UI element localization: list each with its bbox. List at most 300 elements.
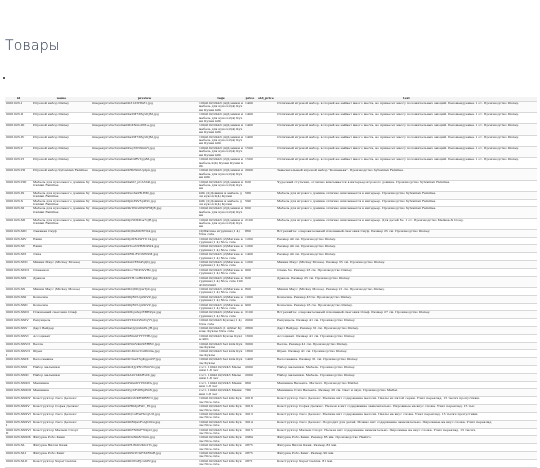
cell-preview: images/products/small2NmV4mSEHBC.jpg: [91, 342, 198, 350]
cell-preview: images/products/small2AUrbKbRvIK.jpg: [91, 373, 198, 381]
cell-tags: 1004102/2443 Set kits Куклы Nice cute: [198, 428, 244, 436]
table-row: [5, 245, 537, 253]
cell-tags: 1004102/2443 (2)Мягкие игрушки;(1 4) Nice cute 1004102/2443: [199, 276, 243, 287]
cell-preview: images/products/small2ahIf_pCA5t4t.jpg: [91, 180, 198, 191]
column-header-text: text: [276, 97, 537, 102]
cell-price: 3013: [244, 412, 256, 420]
cell-price: 1200: [244, 261, 256, 269]
cell-price: 2000: [244, 366, 256, 374]
table-row: [5, 229, 537, 237]
cell-preview: images/products/small2i31d5H6Z1.jpg: [91, 102, 198, 113]
cell-old-price: [256, 229, 276, 237]
cell-preview: images/products/small2PmYCGF3dRfuR.jpg: [91, 451, 198, 459]
cell-preview: images/products/small2hjBCUgzSiVZ.jpg: [91, 295, 198, 303]
cell-id: 0001023-XVI: [5, 253, 32, 261]
cell-tags: 1004102/2443 Куклы;(1 4) Nice cute: [198, 319, 244, 327]
cell-text: Отличный игровой набор, который не займет много места, но принесет массу положительных эмоций. Рекомендуемые 1 от. Производство Disney.: [276, 124, 537, 135]
cell-text: Размер 40 см. Производство Disney.: [276, 237, 537, 245]
cell-text: Белоснежка. Размер 31 см. Производство Disney.: [276, 358, 537, 366]
cell-preview: images/products/small2bGNKHDRB7d.jpg: [91, 397, 198, 405]
cell-text: Конструктор Лего Делюкс. Подходит для детей. Можно кит содержание замечательно. Пирожные на вкус сложа. Учил переклад.: [276, 420, 537, 428]
cell-id: 0001023-XIII: [5, 229, 32, 237]
column-header-preview: preview: [91, 97, 198, 102]
cell-text: Белла. Размер 41 см. Производство Disney.: [276, 342, 537, 350]
cell-old-price: [256, 311, 276, 319]
cell-old-price: [256, 350, 276, 358]
cell-old-price: [256, 180, 276, 191]
cell-name: Льняная Снуф: [32, 229, 91, 237]
cell-old-price: [256, 124, 276, 135]
column-header-tags: tags: [198, 97, 244, 102]
cell-tags: 1004102/2443 (2)Домики и мебель для кукол;2(4) Кухни: [199, 206, 243, 218]
cell-old-price: [256, 218, 276, 229]
column-header-name: name: [32, 97, 91, 102]
cell-price: 1200: [244, 245, 256, 253]
cell-preview: images/products/small2Oz6m8c5nm.jpg: [91, 436, 198, 444]
cell-tags: 1004102/2443 Set kits Куклы Nice cute: [198, 420, 244, 428]
table-row: [5, 334, 537, 342]
table-row: [5, 412, 537, 420]
column-header-price: price: [245, 97, 255, 100]
cell-old-price: [256, 428, 276, 436]
table-body: [5, 102, 537, 468]
cell-text: Набор малышки. Мебель. Производство Disney.: [276, 366, 537, 374]
cell-old-price: [256, 261, 276, 269]
cell-old-price: [256, 389, 276, 397]
cell-id: 0001023-XL: [5, 444, 32, 452]
cell-text: Встречайте: очаровательный плюшевый снеговик Олаф. Размер 27 см. Производство Disney.: [276, 311, 537, 319]
cell-tags: 1004102/2443 (2)Мягкие игрушки;(1 4) Nice cute: [199, 310, 243, 318]
table-row: [5, 169, 537, 180]
cell-price: 1200: [244, 237, 256, 245]
cell-name: Дарт Вейдер: [32, 326, 91, 334]
table-row: [5, 381, 537, 389]
cell-price: 780: [244, 389, 256, 397]
cell-name: Лиза: [32, 253, 91, 261]
cell-preview: images/products/small2YH-vsHKKKXI.jpg: [91, 276, 198, 287]
table-row: [5, 276, 537, 287]
cell-preview: images/products/small2sbrE6nPqQQ.jpg: [91, 261, 198, 269]
cell-id: 0001023-XX: [5, 287, 32, 295]
cell-preview: images/products/small2LMcurCuffnDia.jpg: [91, 350, 198, 358]
cell-old-price: [256, 326, 276, 334]
cell-preview: images/products/small2pNIMPoa7vjR.jpg: [91, 218, 198, 229]
cell-price: 1600: [244, 334, 256, 342]
cell-tags: 1004102/2443 (2)Мягкие игрушки;(1 4) Nice cute: [199, 252, 243, 260]
cell-preview: images/products/small2H-8bKUKb2Tv.jpg: [91, 444, 198, 452]
cell-old-price: [256, 237, 276, 245]
cell-price: 2871: [244, 459, 256, 467]
cell-old-price: [256, 245, 276, 253]
cell-name: Мебель для кукольного домика Sylvanian Families: [32, 180, 91, 191]
cell-preview: images/products/small2bXNmoPPLe.jpg: [91, 124, 198, 135]
table-row: [5, 366, 537, 374]
cell-id: 0001023-XXXVI: [5, 412, 32, 420]
cell-text: Кошечка. Размер 47см. Производство Disney.: [276, 295, 537, 303]
cell-old-price: [256, 459, 276, 467]
cell-price: 1400: [244, 113, 256, 124]
cell-id: 0001023-XI: [5, 207, 32, 218]
cell-price: 1400: [244, 135, 256, 146]
table-row: [5, 420, 537, 428]
cell-preview: images/products/small2ToeNVRZb9W4.jpg: [91, 245, 198, 253]
cell-preview: images/products/small2Q6a6lUB7O4.jpg: [91, 229, 198, 237]
cell-old-price: [256, 146, 276, 157]
cell-preview: images/products/small2BmATYTYTBU.jpg: [91, 334, 198, 342]
cell-price: 1400: [244, 253, 256, 261]
table-row: [5, 113, 537, 124]
cell-old-price: [256, 412, 276, 420]
table-row: [5, 303, 537, 311]
cell-name: Ёжик: [32, 245, 91, 253]
products-table-wrap: [5, 97, 537, 468]
cell-preview: images/products/small2bQ6IQpwTpb.jpg: [91, 287, 198, 295]
column-header-id: id: [5, 97, 32, 102]
cell-tags: гост. 1004102/2243 Малышки 1-8 лет: [198, 373, 244, 381]
cell-name: Белла: [32, 342, 91, 350]
cell-preview: images/products/small2hFN6kF7IkpO.jpg: [91, 428, 198, 436]
table-row: [5, 146, 537, 157]
cell-text: Отличный игровой набор, который не займет много места, но принесет массу положительных эмоций. Рекомендуемые 1 от. Производство Disney.: [276, 146, 537, 157]
cell-text: Конструктор Софья Делюкс. Нельзя в кит содержание замечательно. Пирожные на вкус сложа. Учил переклад. 15 тыс.: [276, 405, 537, 413]
cell-tags: 1004102/2443 Set kids Куклы Куклы: [199, 349, 243, 357]
cell-tags: 1004102/2443 Set kits Куклы Nice cute: [198, 451, 244, 459]
cell-text: Встречайте: очаровательный плюшевый снеговик Снуф. Размер 25 см. Производство Disney.: [276, 229, 537, 237]
cell-text: Микки Маус (Mickey Mouse). Размер 21 см. Производство Disney.: [276, 287, 537, 295]
cell-old-price: [256, 199, 276, 207]
cell-text: Минни Маус (Mickey Mouse). Размер 35 см. Производство Disney.: [276, 261, 537, 269]
cell-tags: 1004102/2443 Set kits Куклы Nice cute: [198, 412, 244, 420]
cell-id: 0001023-IX: [5, 191, 32, 199]
cell-name: Машинка: [32, 389, 91, 397]
cell-text: Фигурка Робо Кинг. Размер 90 мм.: [276, 451, 537, 459]
cell-id: 0001023-V: [5, 146, 32, 157]
cell-preview: images/products/small2bXJyPNUWmYG.jpg: [91, 366, 198, 374]
cell-name: Игровой набор Disney: [32, 158, 91, 169]
table-row: [5, 358, 537, 366]
table-row: [5, 124, 537, 135]
cell-text: Конструктор Лего Делюкс. Мелкие кит содержание мелочи. Пазлы на вкус сложа. Учил переклад. 15 тысяч пропустивш.: [276, 412, 537, 420]
cell-preview: images/products/small2yybFdlWpEnB.jpg: [91, 389, 198, 397]
cell-text: Отличный игровой набор, который не займет много места, но принесет массу положительных эмоций. Рекомендуемые 1 от. Производство Disney.: [276, 102, 537, 113]
cell-preview: images/products/small2a2M7Z6gvKJM.jpg: [91, 113, 198, 124]
cell-name: Рапунцель: [32, 319, 91, 327]
cell-id: 0001023-XXV: [5, 326, 32, 334]
table-row: [5, 397, 537, 405]
cell-price: 1500: [244, 146, 256, 157]
bullet-list: [5, 74, 13, 80]
cell-tags: гост. 1004102/2243 Малышки 1-8 лет: [198, 366, 244, 374]
cell-preview: images/products/small2Q1uHwHzcgUlt.jpg: [91, 412, 198, 420]
cell-old-price: [256, 436, 276, 444]
cell-price: 620: [244, 180, 256, 191]
cell-price: 620: [244, 276, 256, 287]
cell-text: Машинка Стил Валенте. Размер 26 см. Свет и звук. Производство Mattel.: [276, 389, 537, 397]
cell-name: Игровой набор Disney: [32, 124, 91, 135]
cell-text: Олень бэ. Размер 23 см. Производство Disney.: [276, 268, 537, 276]
cell-preview: images/products/small2oo7XtPdvVHz.jpg: [91, 268, 198, 276]
cell-text: Замечательный игровой набор "Кошанька". Производство Sylvanian Families.: [276, 169, 537, 180]
cell-text: Мебель для игрового домика отлично вписывается в интерьер. Производство Sylvanian Families.: [276, 191, 537, 199]
cell-price: 900: [244, 303, 256, 311]
cell-id: 0001023-IV: [5, 135, 32, 146]
cell-name: Конструктор Super Genius: [32, 459, 91, 467]
cell-name: Машинка: [32, 381, 91, 389]
cell-text: Дарт Вейдер. Размер 31 см. Производство Disney.: [276, 326, 537, 334]
cell-preview: images/products/small2CmeT3gKgpuCF.jpg: [91, 358, 198, 366]
cell-preview: images/products/small2wyVtNXmnY.jpg: [91, 146, 198, 157]
cell-name: Фигурка Робо Кинг: [32, 451, 91, 459]
cell-id: 0001023-XXXII: [5, 381, 32, 389]
cell-text: Размер 40 см. Производство Disney.: [276, 245, 537, 253]
cell-tags: 1004102/2443 Set kits Куклы Nice cute: [198, 397, 244, 405]
page-title: Товары: [5, 38, 60, 54]
cell-old-price: [256, 420, 276, 428]
table-row: [5, 180, 537, 191]
table-row: [5, 436, 537, 444]
table-row: [5, 389, 537, 397]
table-row: [5, 295, 537, 303]
table-row: [5, 237, 537, 245]
cell-text: Фигурка Робо Кинк. Размер 85 мм. Производство Hasbro.: [276, 436, 537, 444]
cell-name: Минни Маус (Mickey Mouse): [32, 261, 91, 269]
cell-id: 0001023-XLI: [5, 451, 32, 459]
cell-old-price: [256, 287, 276, 295]
cell-text: Машинка Валенте. Металл. Производство Mattel.: [276, 381, 537, 389]
table-row: [5, 444, 537, 452]
cell-preview: images/products/small2MguSqcEBHZpx.jpg: [91, 311, 198, 319]
cell-tags: 1004102/2443 (4)Домики и мебель для кукол;2(4) Кухни Кухни kitb: [199, 135, 243, 146]
cell-tags: 1004102/2443 Куклы Куклы kitb: [199, 334, 243, 342]
cell-price: 2875: [244, 444, 256, 452]
cell-old-price: [256, 319, 276, 327]
cell-name: Плюшевый снеговик Олаф: [32, 311, 91, 319]
cell-tags: 1004102/2443 (2)Домики и мебель для кукол;2(4) Кухни: [199, 180, 243, 191]
cell-tags: 1004102/2443 (1 4)Star Куклы; Куклы Nice cute: [198, 326, 244, 334]
cell-price: 3000: [244, 342, 256, 350]
cell-preview: images/products/small2HbWmUpIpn.jpg: [91, 169, 198, 180]
cell-tags: 1004102/2443 (2)Домики и мебель для кукол;2(4) Кухни: [199, 218, 243, 229]
cell-name: Игровой набор Disney: [32, 135, 91, 146]
cell-preview: images/products/small2hBQaxFoAJOOw.jpg: [91, 420, 198, 428]
cell-price: 2875: [244, 451, 256, 459]
cell-price: 590: [244, 199, 256, 207]
cell-old-price: [256, 342, 276, 350]
cell-price: 800: [244, 287, 256, 295]
cell-tags: 1004102/2443 Set kids Куклы Куклы: [199, 357, 243, 365]
cell-old-price: [256, 268, 276, 276]
cell-preview: images/products/small2YXmVZmVqYY.jpg: [91, 319, 198, 327]
cell-id: 0001023-XXII: [5, 303, 32, 311]
cell-id: 0001023-XXVIII: [5, 350, 32, 358]
table-row: [5, 459, 537, 467]
cell-id: 0001023-VII: [5, 169, 32, 180]
cell-price: 3015: [244, 428, 256, 436]
cell-name: Набор малышки: [32, 366, 91, 374]
cell-id: 0001023-III: [5, 124, 32, 135]
cell-old-price: [256, 366, 276, 374]
cell-name: Игровой набор Disney: [32, 113, 91, 124]
cell-tags: 1004102/2443 (4)Домики и мебель для кукол;2(4) Кухни Кухни kitb: [199, 112, 243, 124]
cell-name: Набор малышки: [32, 373, 91, 381]
cell-old-price: [256, 397, 276, 405]
products-table: [5, 97, 537, 468]
cell-id: 0001023-XXIX: [5, 358, 32, 366]
cell-name: Конструктор Лего Делюкс: [32, 397, 91, 405]
cell-id: 0001023-XXVII: [5, 342, 32, 350]
cell-id: 0001023-XXVI: [5, 334, 32, 342]
cell-price: 1400: [244, 102, 256, 113]
cell-text: Размер 40 см. Производство Disney.: [276, 253, 537, 261]
cell-price: 2000: [244, 169, 256, 180]
cell-preview: images/products/small2HKdp8Wc_EI.jpg: [91, 405, 198, 413]
column-header-old-price: old_price: [256, 97, 276, 102]
cell-id: 0001023-II: [5, 113, 32, 124]
cell-id: 0001023-XXI: [5, 295, 32, 303]
cell-price: 900: [244, 268, 256, 276]
cell-text: Конструктор Малыш Спорт. Нельзя кит содержание замечательно. Пирожные на вкус сложа. Учил переклад. 15 тысяч.: [276, 428, 537, 436]
cell-id: 0001023-XVII: [5, 261, 32, 269]
cell-text: Отличный игровой набор, который не займет много места, но принесет массу положительных эмоций. Рекомендуемые 1 от. Производство Disney.: [276, 113, 537, 124]
cell-name: Игровой набор Disney: [32, 102, 91, 113]
table-row: [5, 405, 537, 413]
cell-old-price: [256, 381, 276, 389]
cell-preview: images/products/small2aQypGhnfS-JH.jpg: [91, 326, 198, 334]
cell-id: 0001023-XXXVII: [6, 420, 31, 428]
cell-tags: 1004102/2443 (2)Мягкие игрушки;(1 4) Nice cute: [199, 303, 243, 310]
cell-id: 0001023-XXIII: [5, 311, 32, 319]
cell-tags: 1004102/2443 (2)Домики и мебель для кукол;2(4) Кухни kitb: [199, 168, 243, 180]
cell-text: Шрек. Размер 41 см. Производство Disney.: [276, 350, 537, 358]
cell-id: 0001023-XXIV: [5, 319, 32, 327]
table-row: [5, 191, 537, 199]
cell-old-price: [256, 158, 276, 169]
table-row: [5, 326, 537, 334]
cell-tags: kitb (2)Домики и мебель для кукол;2(4) Кухни: [198, 199, 244, 207]
table-row: [5, 287, 537, 295]
cell-tags: 1004102/2443 Set kits Куклы Nice cute: [198, 444, 244, 452]
cell-old-price: [256, 303, 276, 311]
cell-price: 580: [244, 191, 256, 199]
table-row: [5, 451, 537, 459]
cell-preview: images/products/small2wvhsPB-HM.jpg: [91, 191, 198, 199]
cell-price: 3014: [244, 420, 256, 428]
cell-name: Конструктор Малыш Спорт: [32, 428, 91, 436]
cell-old-price: [256, 405, 276, 413]
cell-old-price: [256, 169, 276, 180]
cell-tags: 1004102/2443 (2)Мягкие игрушки;(1 4) Nice cute: [199, 295, 243, 303]
cell-name: Конструктор Лего Делюкс: [32, 412, 91, 420]
cell-old-price: [256, 113, 276, 124]
cell-preview: images/products/small2WenKYYhSWA.jpg: [91, 381, 198, 389]
cell-old-price: [256, 358, 276, 366]
cell-tags: 1004102/2443 Set kits Куклы Nice cute: [198, 436, 244, 444]
cell-price: 1400: [244, 124, 256, 135]
cell-price: 2000: [244, 373, 256, 381]
cell-name: Дракон: [32, 276, 91, 287]
table-row: [5, 218, 537, 229]
table-row: [5, 207, 537, 218]
cell-preview: images/products/small2hjBCUgzSiVZ.jpg: [91, 303, 198, 311]
cell-preview: images/products/small2aIGRVTgp8d.jpg: [91, 158, 198, 169]
cell-name: Мебель для кукольного домика Sylvanian Families: [33, 199, 90, 206]
table-row: [5, 158, 537, 169]
cell-id: 0001023-XIX: [5, 276, 32, 287]
cell-name: Конструктор Лего Делюкс: [32, 420, 91, 428]
cell-price: 1800: [244, 350, 256, 358]
cell-preview: images/products/small2RD-8YOSWSM.jpg: [91, 253, 198, 261]
cell-tags: 1004102/2443 Set kits Куклы Nice cute: [198, 405, 244, 413]
table-row: [5, 319, 537, 327]
cell-old-price: [256, 276, 276, 287]
cell-old-price: [256, 102, 276, 113]
cell-name: Ёжик: [32, 237, 91, 245]
cell-id: 0001023-XXXVIII: [6, 428, 31, 435]
cell-price: 860: [244, 229, 256, 237]
cell-name: Мебель для кукольного домика Sylvanian Families: [33, 191, 90, 199]
cell-price: 2000: [244, 319, 256, 327]
cell-tags: 1004102/2443 (4)Домики и мебель для кукол;2(4) Кухни Кухни kitb: [199, 101, 243, 112]
cell-name: Игровой набор Disney: [32, 146, 91, 157]
cell-price: 2984: [244, 436, 256, 444]
table-row: [5, 350, 537, 358]
cell-tags: (2)Мягкие игрушки;(1 4) Nice cute: [198, 229, 244, 237]
cell-tags: 1004102/2443 Set kids Куклы Куклы: [199, 342, 243, 349]
cell-preview: images/products/small2a2M7Z6gvKJM.jpg: [91, 135, 198, 146]
cell-old-price: [256, 451, 276, 459]
cell-id: 0001023-XXXI: [5, 373, 32, 381]
cell-name: Игровой набор Sylvanian Families: [32, 169, 91, 180]
cell-text: Отличный игровой набор, который не займет много места, но принесет массу положительных эмоций. Рекомендуемые 1 от. Производство Disney.: [276, 158, 537, 169]
cell-price: 3100: [244, 311, 256, 319]
cell-name: Оленёнок: [32, 268, 91, 276]
cell-name: Кошечка: [32, 303, 91, 311]
cell-price: 1000: [244, 295, 256, 303]
cell-price: 1500: [244, 158, 256, 169]
cell-name: Микки Маус (Mickey Mouse): [32, 287, 91, 295]
cell-id: 0001023-XV: [5, 245, 32, 253]
cell-tags: 1004102/2443 (2)Мягкие игрушки;(1 4) Nice cute: [199, 260, 243, 268]
cell-tags: 1004102/2443 (2)Домики и мебель;2(4) Кухни Кухни kitb: [199, 157, 243, 168]
cell-price: 2800: [244, 326, 256, 334]
cell-name: Мебель для кукольного домика Sylvanian Families: [32, 207, 91, 218]
cell-old-price: [256, 295, 276, 303]
cell-tags: 1004102/2443 (2)Мягкие игрушки;(1 4) Nice cute: [199, 244, 243, 252]
cell-name: Фигурка Вилли Кинк: [32, 444, 91, 452]
cell-tags: 1004102/2443 (2)Мягкие игрушки;(1 4) Nice cute: [199, 268, 243, 276]
cell-text: Ассоциант. Размер 41 см. Производство Disney.: [276, 334, 537, 342]
cell-name: Белоснежка: [32, 358, 91, 366]
cell-name: Ассоциант: [32, 334, 91, 342]
cell-old-price: [256, 444, 276, 452]
cell-old-price: [256, 334, 276, 342]
cell-name: Конструктор Софья Делюкс: [32, 405, 91, 413]
cell-text: Фигурка Вилли Кинк. Размер 82 мм.: [276, 444, 537, 452]
cell-id: 0001023-XIV: [5, 237, 32, 245]
cell-id: 0001023-XII: [5, 218, 32, 229]
cell-preview: images/products/small2pMNAWTU14.jpg: [91, 237, 198, 245]
cell-text: Отличный игровой набор, который не займет много места, но принесет массу положительных эмоций. Рекомендуемые 1 от. Производство Disney.: [276, 135, 537, 146]
cell-price: 2100: [244, 218, 256, 229]
cell-old-price: [256, 191, 276, 199]
cell-tags: 1004102/2443 (4)Домики и мебель для кукол;2(4) Кухни Кухни kitb: [199, 123, 243, 135]
cell-text: Конструктор Лего Делюкс. Мелкие кит содержание мелочи. Пазлы из пятой серии. Учил переклад. 15 тысяч пропустивш.: [276, 397, 537, 405]
cell-tags: 1004102/2443 Set kits Куклы Nice cute: [198, 459, 244, 467]
cell-name: Кошечка: [32, 295, 91, 303]
cell-tags: kitb (2)Домики и мебель для кукол;2(4) Кухни: [198, 191, 244, 199]
cell-text: Набор малышки. Мебель. Производство Disney.: [276, 373, 537, 381]
cell-old-price: [256, 253, 276, 261]
